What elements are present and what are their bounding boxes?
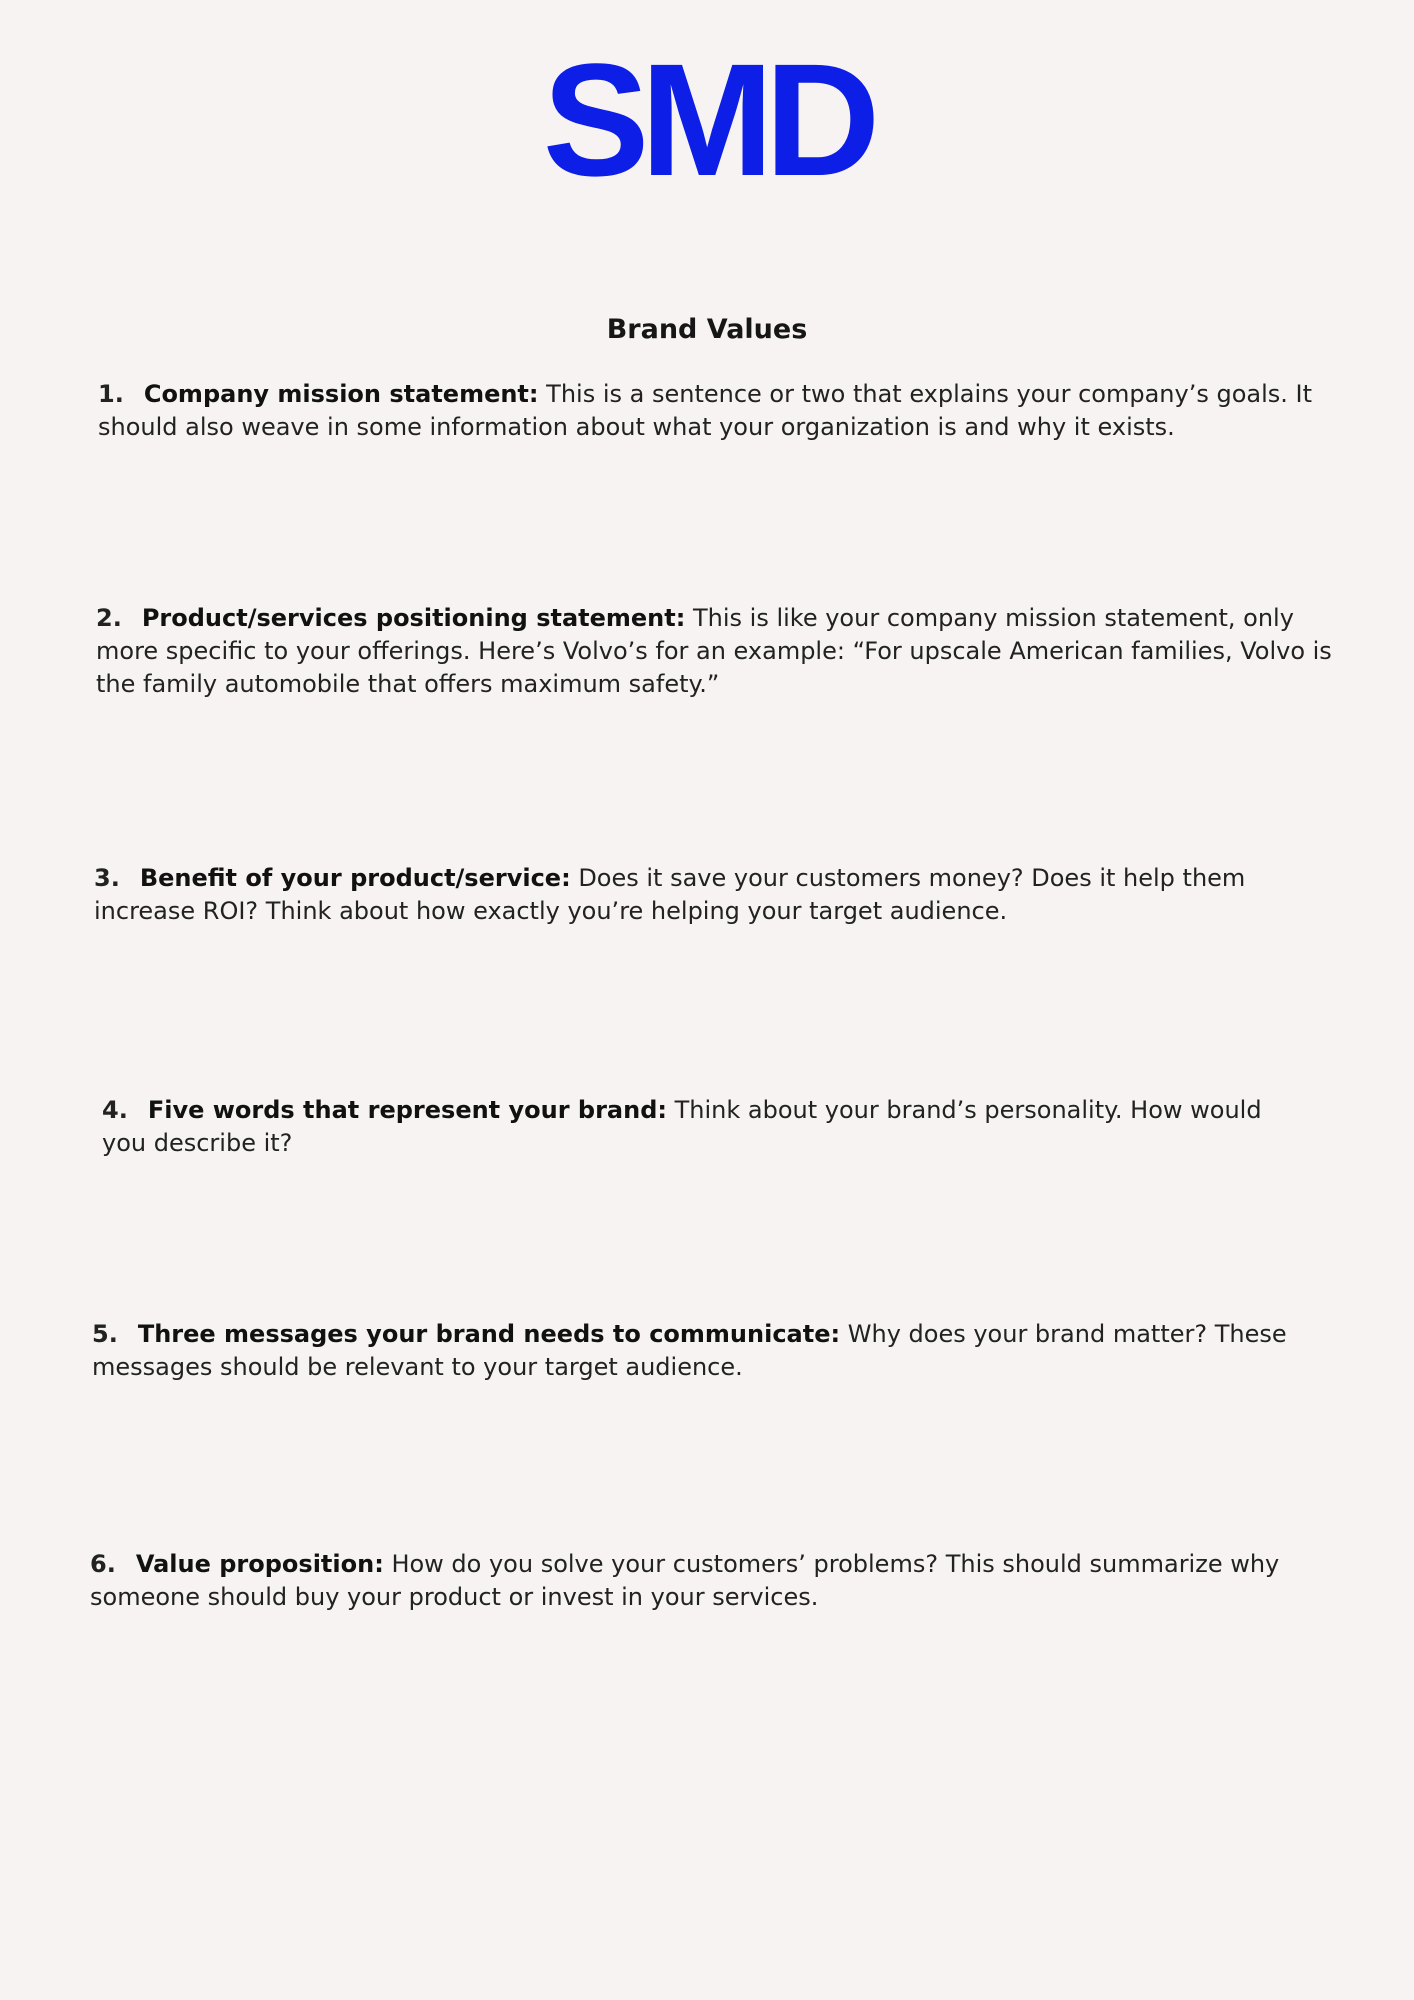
- item-description: This is like your company mission statement, only more specific to your offerings. Here’s Volvo’s for an example: “For upscale American families, Volvo is the family automobile that offers maximum safety.”: [96, 604, 1332, 698]
- smd-logo: SMD: [542, 30, 872, 209]
- item-description: Think about your brand’s personality. How would you describe it?: [102, 1096, 1262, 1157]
- brand-value-item-6: [90, 1548, 1340, 1614]
- item-description: Does it save your customers money? Does it help them increase ROI? Think about how exactly you’re helping your target audience.: [94, 864, 1246, 925]
- item-label: Company mission statement:: [143, 380, 539, 408]
- item-number: 4.: [102, 1096, 128, 1124]
- item-number: 2.: [96, 604, 122, 632]
- brand-value-item-3: [94, 862, 1334, 928]
- item-label: Benefit of your product/service:: [139, 864, 571, 892]
- brand-value-item-1: [98, 378, 1328, 444]
- item-description: Why does your brand matter? These messages should be relevant to your target audience.: [92, 1320, 1287, 1381]
- item-number: 3.: [94, 864, 120, 892]
- brand-value-item-2: [96, 602, 1336, 701]
- item-description: This is a sentence or two that explains your company’s goals. It should also weave in some information about what your organization is and why it exists.: [98, 380, 1312, 441]
- item-description: How do you solve your customers’ problems? This should summarize why someone should buy your product or invest in your services.: [90, 1550, 1280, 1611]
- item-label: Product/services positioning statement:: [141, 604, 686, 632]
- item-number: 5.: [92, 1320, 118, 1348]
- item-label: Five words that represent your brand:: [147, 1096, 667, 1124]
- item-label: Three messages your brand needs to communicate:: [137, 1320, 841, 1348]
- item-number: 1.: [98, 380, 124, 408]
- item-number: 6.: [90, 1550, 116, 1578]
- page-title: Brand Values: [606, 314, 808, 345]
- item-label: Value proposition:: [135, 1550, 384, 1578]
- brand-value-item-5: [92, 1318, 1347, 1384]
- brand-value-item-4: [102, 1094, 1312, 1160]
